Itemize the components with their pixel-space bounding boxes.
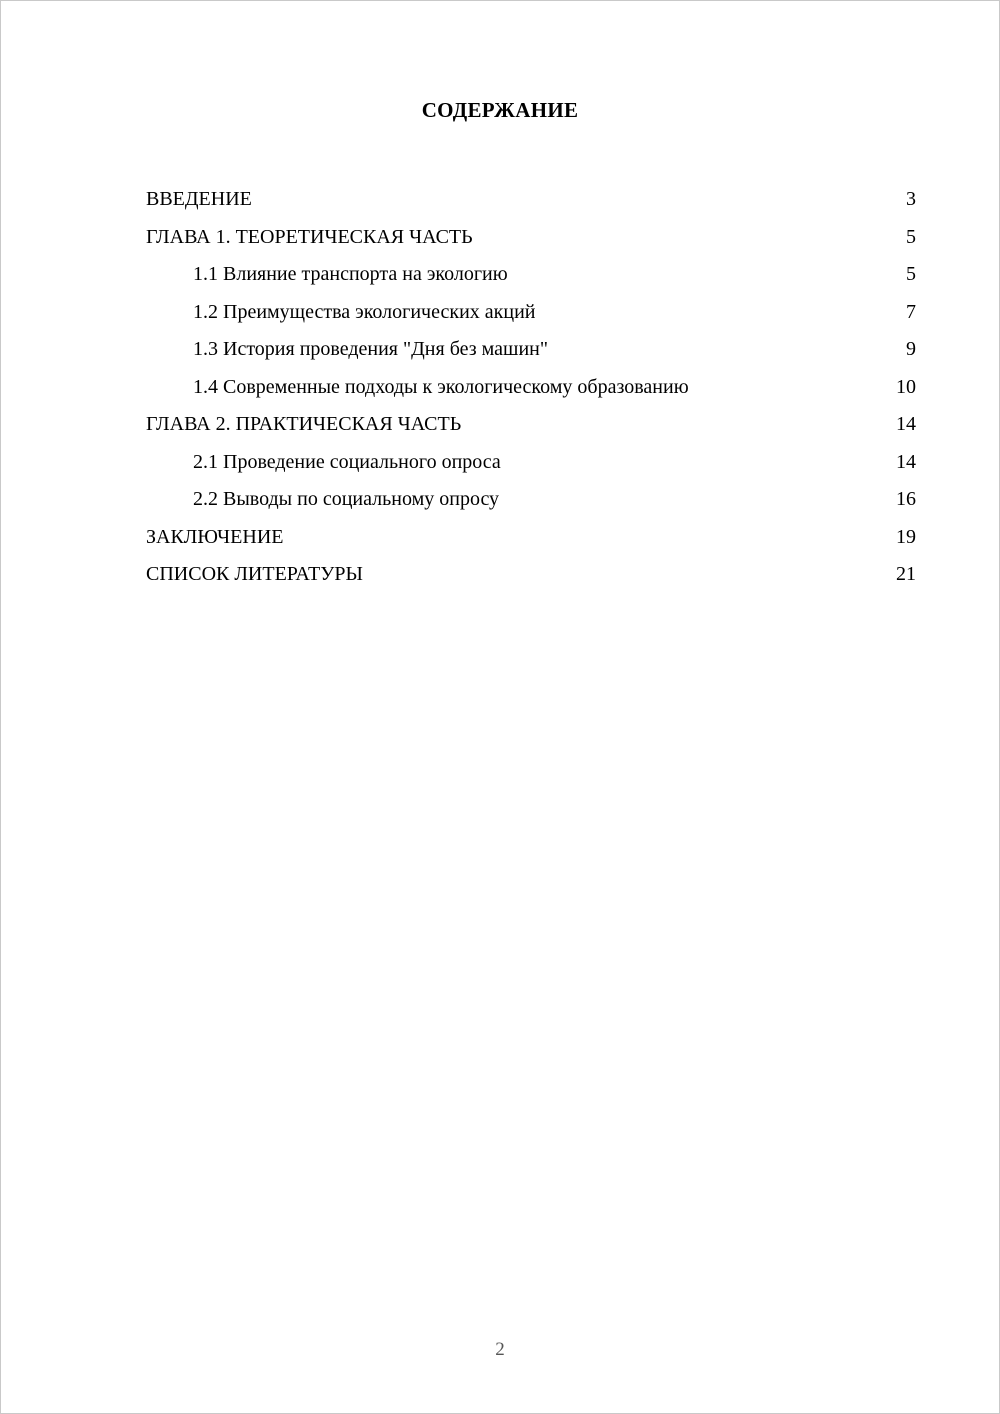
toc-entry-page: 10: [896, 375, 916, 398]
toc-entry-label: 1.2 Преимущества экологических акций: [193, 300, 536, 323]
toc-entry-page: 5: [906, 263, 916, 285]
toc-entry-label: 2.2 Выводы по социальному опросу: [193, 488, 500, 510]
toc-entry-label: 2.1 Проведение социального опроса: [193, 450, 501, 473]
toc-entry-page: 3: [906, 188, 916, 210]
toc-entry: [146, 481, 916, 519]
toc-entry: [146, 444, 916, 482]
toc-entry: [146, 256, 916, 294]
toc-entry-label: ВВЕДЕНИЕ: [146, 188, 252, 210]
page-number: 2: [495, 1339, 505, 1360]
toc-entry: [146, 556, 916, 594]
toc-entry-page: 16: [896, 488, 916, 510]
toc-entry: [146, 219, 916, 257]
toc-entry-label: ЗАКЛЮЧЕНИЕ: [146, 525, 284, 548]
toc-entry-label: СПИСОК ЛИТЕРАТУРЫ: [146, 563, 363, 585]
toc-entry: [146, 331, 916, 369]
toc-entry-page: 14: [896, 413, 916, 435]
toc-entry-label: ГЛАВА 2. ПРАКТИЧЕСКАЯ ЧАСТЬ: [146, 413, 462, 435]
toc-entry-page: 7: [906, 300, 916, 323]
table-of-contents: [1, 181, 999, 594]
toc-entry-page: 14: [896, 450, 916, 473]
toc-entry-page: 9: [906, 338, 916, 360]
toc-entry-page: 19: [896, 525, 916, 548]
toc-entry: [146, 369, 916, 407]
toc-entry: [146, 181, 916, 219]
toc-entry: [146, 406, 916, 444]
toc-entry-label: ГЛАВА 1. ТЕОРЕТИЧЕСКАЯ ЧАСТЬ: [146, 225, 473, 248]
toc-entry-page: 5: [906, 225, 916, 248]
page-title: СОДЕРЖАНИЕ: [421, 98, 579, 122]
toc-entry-label: 1.1 Влияние транспорта на экологию: [193, 263, 508, 285]
toc-entry: [146, 519, 916, 557]
toc-entry: [146, 294, 916, 332]
toc-entry-label: 1.3 История проведения "Дня без машин": [193, 338, 549, 360]
toc-entry-label: 1.4 Современные подходы к экологическому образованию: [193, 375, 689, 398]
toc-entry-page: 21: [896, 563, 916, 585]
